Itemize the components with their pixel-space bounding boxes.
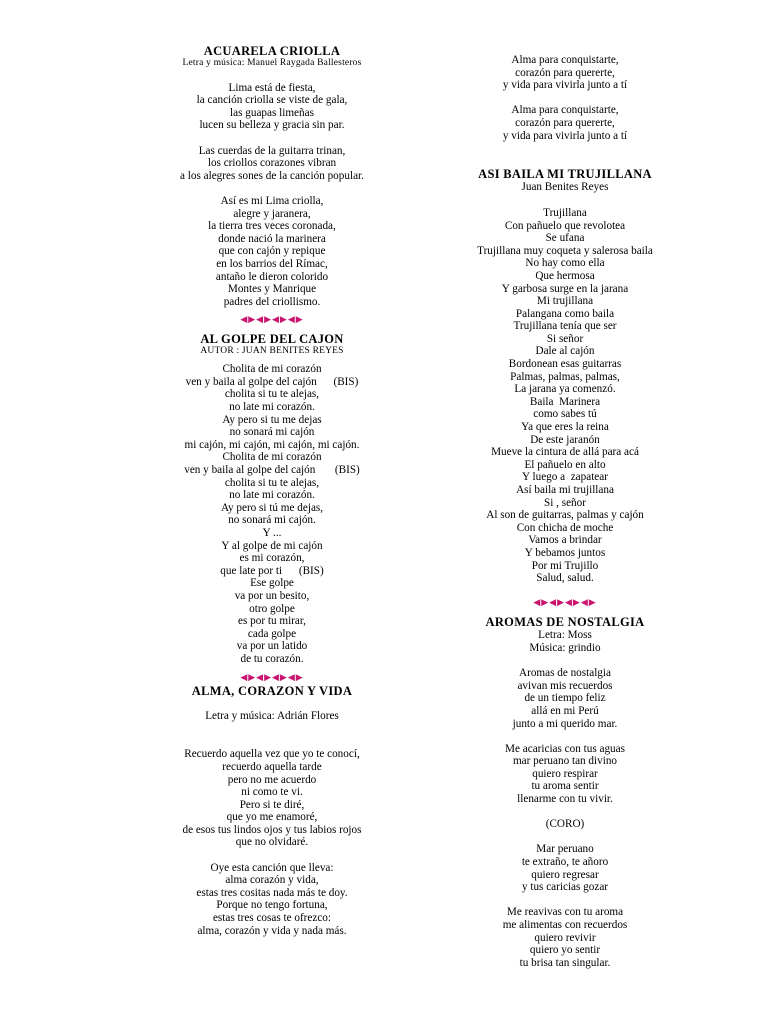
right-column (380, 0, 750, 969)
lyric-line: las guapas limeñas (230, 106, 314, 119)
lyric-line: que late por ti (BIS) (220, 564, 324, 577)
lyric-line: de esos tus lindos ojos y tus labios rojos (182, 823, 362, 836)
lyric-line: Baila Marinera (529, 395, 601, 408)
lyric-line: de un tiempo feliz (524, 692, 606, 705)
lyric-line: donde nació la marinera (218, 232, 326, 245)
lyric-line: alegre y jaranera, (233, 207, 311, 220)
song-author: Letra y música: Adrián Flores (205, 710, 339, 723)
lyric-line: y vida para vivirla junto a tí (502, 79, 628, 92)
lyric-line: Oye esta canción que lleva: (210, 861, 334, 874)
lyric-line: Si señor (546, 332, 584, 345)
lyric-line: alma corazón y vida, (225, 874, 319, 887)
lyric-line: Por mi Trujillo (531, 559, 599, 572)
lyric-line: cholita si tu te alejas, (224, 476, 320, 489)
lyric-line: Porque no tengo fortuna, (216, 899, 328, 912)
lyric-line: Las cuerdas de la guitarra trinan, (198, 144, 346, 157)
lyric-line: junto a mi querido mar. (512, 717, 618, 730)
lyric-line: otro golpe (249, 602, 295, 615)
lyric-line: Lima está de fiesta, (228, 81, 316, 94)
song-title: ALMA, CORAZON Y VIDA (191, 683, 353, 698)
ornament-divider: ◀▶◀▶◀▶◀▶ (533, 598, 597, 609)
lyric-line: cholita si tu te alejas, (224, 388, 320, 401)
lyric-line: Mi trujillana (536, 295, 594, 308)
lyric-line: estas tres cositas nada más te doy. (196, 886, 348, 899)
lyric-line: Trujillana tenía que ser (513, 320, 617, 333)
lyric-line: que no olvidaré. (235, 836, 309, 849)
lyric-line: va por un latido (236, 640, 308, 653)
spacer (380, 806, 750, 819)
lyric-line: la tierra tres veces coronada, (208, 220, 336, 233)
lyric-line: mar peruano tan divino (512, 755, 618, 768)
song-author: Juan Benites Reyes (521, 181, 609, 194)
lyric-line: Que hermosa (535, 269, 595, 282)
lyric-line: Y al golpe de mi cajón (221, 539, 323, 552)
spacer (380, 585, 750, 598)
lyric-line: la canción criolla se viste de gala, (196, 94, 348, 107)
lyric-line: quiero regresar (531, 868, 599, 881)
lyric-line: no late mi corazón. (229, 489, 315, 502)
spacer (380, 655, 750, 668)
lyric-line: llenarme con tu vivir. (517, 793, 613, 806)
lyric-line: De este jaranón (530, 433, 600, 446)
song-credits: AUTOR : JUAN BENITES REYES (200, 346, 344, 357)
song-title: AROMAS DE NOSTALGIA (485, 615, 645, 630)
lyric-line: Así es mi Lima criolla, (220, 194, 324, 207)
lyric-line: Y garbosa surge en la jarana (501, 282, 629, 295)
song-credits: Letra y música: Manuel Raygada Ballesteros (182, 58, 362, 68)
spacer (380, 730, 750, 743)
lyric-line: Al son de guitarras, palmas y cajón (486, 509, 644, 522)
lyric-line: Montes y Manrique (227, 283, 317, 296)
lyric-line: que yo me enamoré, (226, 811, 318, 824)
lyric-line: corazón para quererte, (515, 66, 615, 79)
lyric-line: Aromas de nostalgia (519, 667, 611, 680)
ornament-divider: ◀▶◀▶◀▶◀▶ (240, 672, 304, 683)
spacer (380, 155, 750, 168)
lyric-line: Recuerdo aquella vez que yo te conocí, (184, 748, 360, 761)
lyric-line: corazón para quererte, (515, 116, 615, 129)
lyric-line: no sonará mi cajón (229, 426, 315, 439)
lyric-line: a los alegres sones de la canción popular. (180, 169, 364, 182)
lyric-line: cada golpe (247, 627, 297, 640)
lyric-line: Con pañuelo que revolotea (504, 219, 626, 232)
spacer (380, 194, 750, 207)
lyric-line: (CORO) (545, 818, 585, 831)
lyric-line: Mueve la cintura de allá para acá (491, 446, 639, 459)
lyric-line: y vida para vivirla junto a tí (502, 129, 628, 142)
lyric-line: te extraño, te añoro (521, 856, 609, 869)
lyric-line: como sabes tú (533, 408, 597, 421)
lyric-line: avivan mis recuerdos (517, 679, 613, 692)
lyric-line: los criollos corazones vibran (207, 157, 337, 170)
spacer (380, 92, 750, 105)
song-title: AL GOLPE DEL CAJON (200, 332, 344, 347)
lyric-line: Y ... (262, 527, 282, 539)
lyric-line: Cholita de mi corazón (222, 363, 322, 376)
lyric-line: va por un besito, (234, 589, 310, 602)
lyric-line: quiero revivir (534, 931, 596, 944)
lyric-line: Me reavivas con tu aroma (506, 906, 624, 919)
lyric-line: Trujillana (543, 206, 587, 219)
lyric-line: y tus caricias gozar (521, 881, 609, 894)
lyric-line: es mi corazón, (239, 552, 305, 565)
lyric-line: Trujillana muy coqueta y salerosa baila (477, 244, 653, 257)
lyric-line: tu aroma sentir (531, 780, 599, 793)
spacer (380, 831, 750, 844)
spacer (380, 142, 750, 155)
lyric-line: Alma para conquistarte, (511, 54, 619, 66)
lyric-line: recuerdo aquella tarde (222, 760, 322, 773)
lyric-line: quiero yo sentir (529, 944, 601, 957)
lyric-line: allá en mi Perú (531, 704, 599, 717)
lyric-line: Si , señor (544, 496, 586, 509)
lyric-line: Vamos a brindar (528, 534, 602, 547)
lyric-line: de tu corazón. (240, 652, 304, 665)
lyric-line: es por tu mirar, (238, 615, 306, 628)
lyric-line: me alimentas con recuerdos (502, 919, 628, 931)
lyric-line: Letra: Moss (538, 629, 592, 642)
lyric-line: Ay pero si tu me dejas (222, 413, 322, 426)
lyric-line: Cholita de mi corazón (222, 451, 322, 464)
lyric-line: Palmas, palmas, palmas, (510, 370, 620, 383)
lyric-line: quiero respirar (532, 767, 598, 780)
lyric-line: ven y baila al golpe del cajón (BIS) (184, 464, 360, 477)
lyric-line: Ay pero si tú me dejas, (220, 501, 324, 514)
lyric-line: en los barrios del Rímac, (216, 257, 328, 270)
lyric-line: Así baila mi trujillana (516, 484, 614, 496)
lyric-line: ven y baila al golpe del cajón (BIS) (185, 375, 359, 388)
lyric-line: Se ufana (545, 232, 585, 245)
spacer (380, 894, 750, 907)
lyric-line: Palangana como baila (515, 307, 615, 320)
lyric-line: Salud, salud. (536, 572, 594, 585)
lyric-line: Bordonean esas guitarras (508, 358, 622, 371)
lyric-line: Mar peruano (536, 843, 594, 856)
lyric-line: padres del criollismo. (223, 295, 321, 308)
lyric-line: alma, corazón y vida y nada más. (197, 924, 347, 937)
lyric-line: ni como te vi. (241, 786, 303, 799)
lyric-line: La jarana ya comenzó. (514, 383, 616, 396)
lyric-line: Y luego a zapatear (522, 471, 608, 484)
song-title: ACUARELA CRIOLLA (203, 44, 341, 58)
lyric-line: Pero si te diré, (239, 798, 305, 811)
lyric-line: Alma para conquistarte, (511, 104, 619, 117)
lyric-line: El pañuelo en alto (524, 458, 606, 471)
lyric-line: lucen su belleza y gracia sin par. (199, 119, 345, 132)
lyric-line: Me acaricias con tus aguas (505, 742, 625, 755)
lyric-line: que con cajón y repique (218, 245, 326, 258)
lyric-line: Y bebamos juntos (524, 546, 606, 559)
lyric-line: No hay como ella (525, 257, 605, 270)
lyric-line: tu brisa tan singular. (519, 956, 611, 969)
lyric-line: Con chicha de moche (516, 521, 614, 534)
lyric-line: mi cajón, mi cajón, mi cajón, mi cajón. (184, 438, 360, 451)
lyric-line: no late mi corazón. (229, 401, 315, 414)
lyric-line: no sonará mi cajón. (228, 514, 316, 527)
lyric-line: antaño le dieron colorido (215, 270, 329, 283)
lyric-line: Dale al cajón (535, 345, 595, 358)
lyric-line: Ese golpe (250, 577, 294, 590)
lyric-line: estas tres cosas te ofrezco: (212, 912, 332, 925)
lyric-line: pero no me acuerdo (227, 773, 317, 786)
lyric-line: Música: grindio (529, 641, 601, 654)
song-title: ASI BAILA MI TRUJILLANA (478, 167, 652, 182)
lyric-line: Ya que eres la reina (521, 421, 609, 434)
ornament-divider: ◀▶◀▶◀▶◀▶ (240, 315, 304, 326)
